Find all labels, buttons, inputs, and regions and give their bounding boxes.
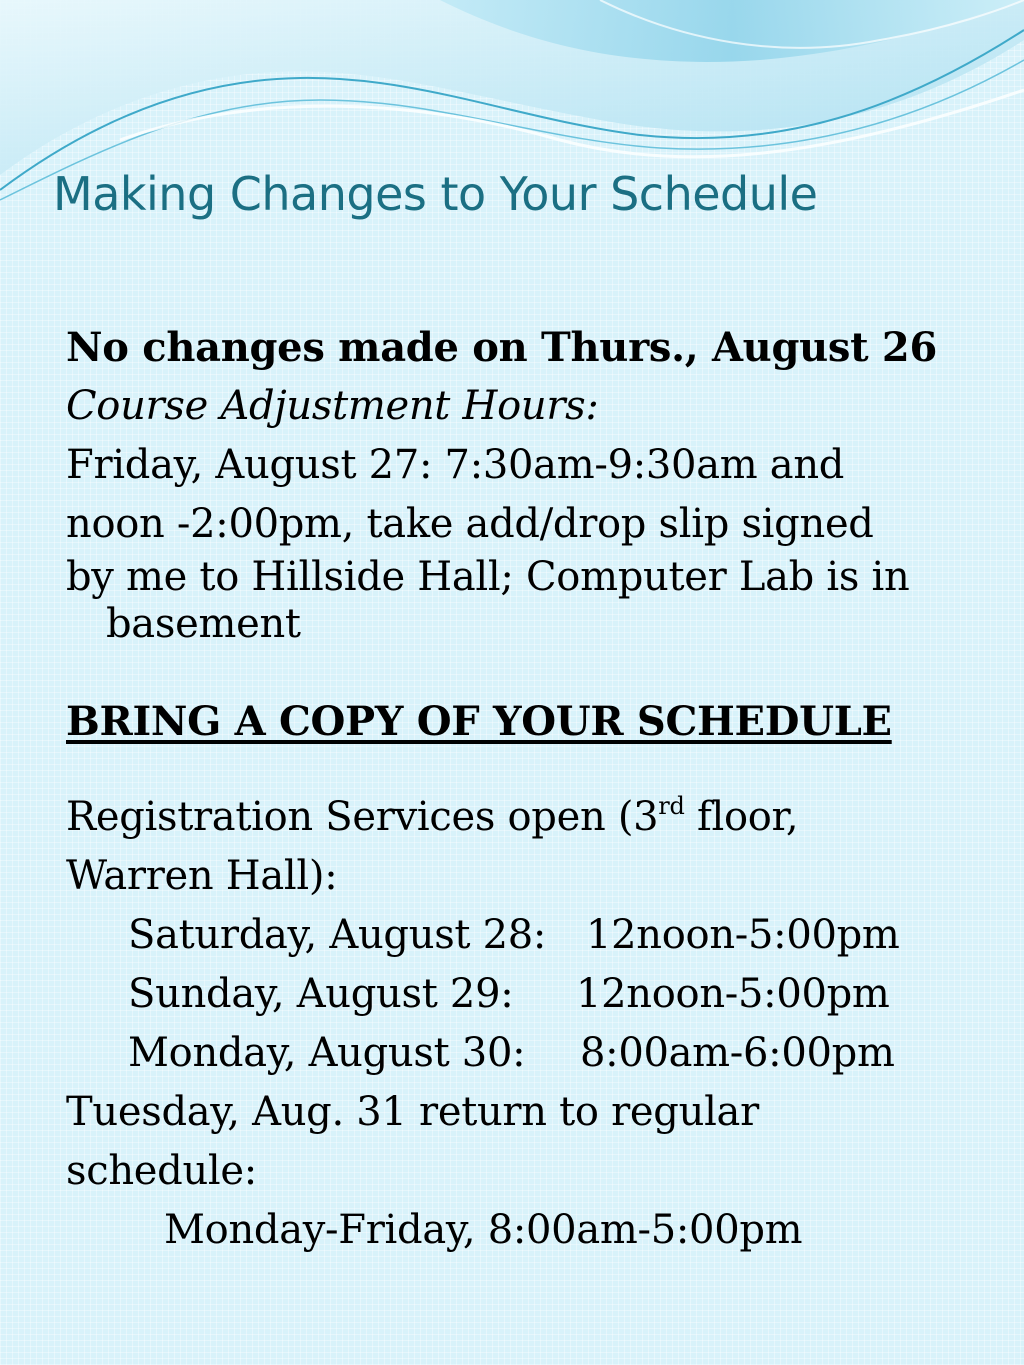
friday-line-1: Friday, August 27: 7:30am-9:30am and [66, 442, 845, 488]
adjustment-heading: Course Adjustment Hours: [66, 383, 599, 429]
schedule-day: Saturday, August 28: [128, 912, 547, 958]
schedule-row [66, 965, 986, 1024]
registration-line-1 [66, 788, 986, 847]
spacer [66, 648, 986, 696]
friday-line-2: noon -2:00pm, take add/drop slip signed [66, 501, 874, 547]
schedule-row [66, 906, 986, 965]
bring-copy-notice: BRING A COPY OF YOUR SCHEDULE [66, 698, 892, 745]
registration-prefix: Registration Services open (3 [66, 794, 659, 840]
spacer [66, 748, 986, 788]
schedule-time: 8:00am-6:00pm [580, 1030, 895, 1076]
schedule-day: Monday, August 30: [128, 1030, 526, 1076]
registration-line-2: Warren Hall): [66, 853, 338, 899]
schedule-row [66, 1024, 986, 1083]
slide-title: Making Changes to Your Schedule [53, 167, 818, 221]
regular-hours: Monday-Friday, 8:00am-5:00pm [164, 1207, 803, 1253]
slide-body [66, 318, 986, 1260]
schedule-day: Sunday, August 29: [128, 971, 514, 1017]
no-changes-notice: No changes made on Thurs., August 26 [66, 324, 937, 371]
schedule-time: 12noon-5:00pm [586, 912, 900, 958]
tuesday-line-2: schedule: [66, 1148, 257, 1194]
registration-suffix: floor, [684, 794, 799, 840]
tuesday-line-1: Tuesday, Aug. 31 return to regular [66, 1089, 759, 1135]
friday-line-3: by me to Hillside Hall; Computer Lab is in basement [66, 554, 910, 647]
registration-sup: rd [658, 792, 685, 820]
schedule-time: 12noon-5:00pm [576, 971, 890, 1017]
